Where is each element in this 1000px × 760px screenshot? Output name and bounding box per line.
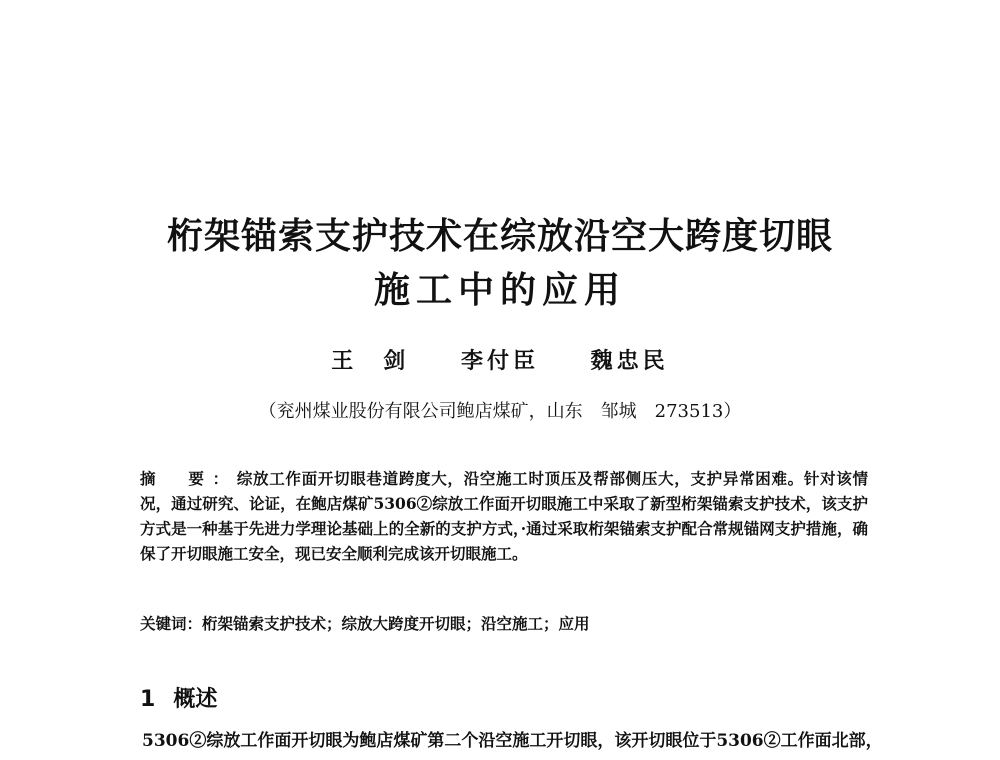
abstract: [140, 466, 868, 566]
abstract-label: 摘 要：: [140, 469, 237, 488]
affiliation: （兖州煤业股份有限公司鲍店煤矿，山东 邹城 273513）: [258, 401, 742, 422]
abstract-text: 综放工作面开切眼巷道跨度大，沿空施工时顶压及帮部侧压大，支护异常困难。针对该情况，通过研究、论证，在鲍店煤矿5306②综放工作面开切眼施工中采取了新型桁架锚索支护技术，该支护方式是一种基于先进力学理论基础上的全新的支护方式，·通过采取桁架锚索支护配合常规锚网支护措施，确保了开切眼施工安全，现已安全顺利完成该开切眼施工。: [140, 469, 868, 563]
author-name: 魏忠民: [590, 348, 669, 374]
section-title: 概述: [173, 687, 218, 712]
author-list: [0, 344, 1000, 375]
keywords: [140, 612, 868, 634]
paper-title-line-2: 施工中的应用: [373, 270, 626, 311]
paper-title-line-1: 桁架锚索支护技术在综放沿空大跨度切眼: [166, 216, 833, 257]
body-paragraph: 5306②综放工作面开切眼为鲍店煤矿第二个沿空施工开切眼，该开切眼位于5306②工作面北部，: [142, 731, 883, 751]
author-name: 李付臣: [460, 348, 539, 374]
keywords-label: 关键词：: [140, 615, 203, 633]
author-name: 王 剑: [331, 348, 410, 374]
section-heading: [140, 682, 217, 713]
keywords-text: 桁架锚索支护技术；综放大跨度开切眼；沿空施工；应用: [202, 614, 590, 633]
section-number: 1: [140, 687, 156, 712]
